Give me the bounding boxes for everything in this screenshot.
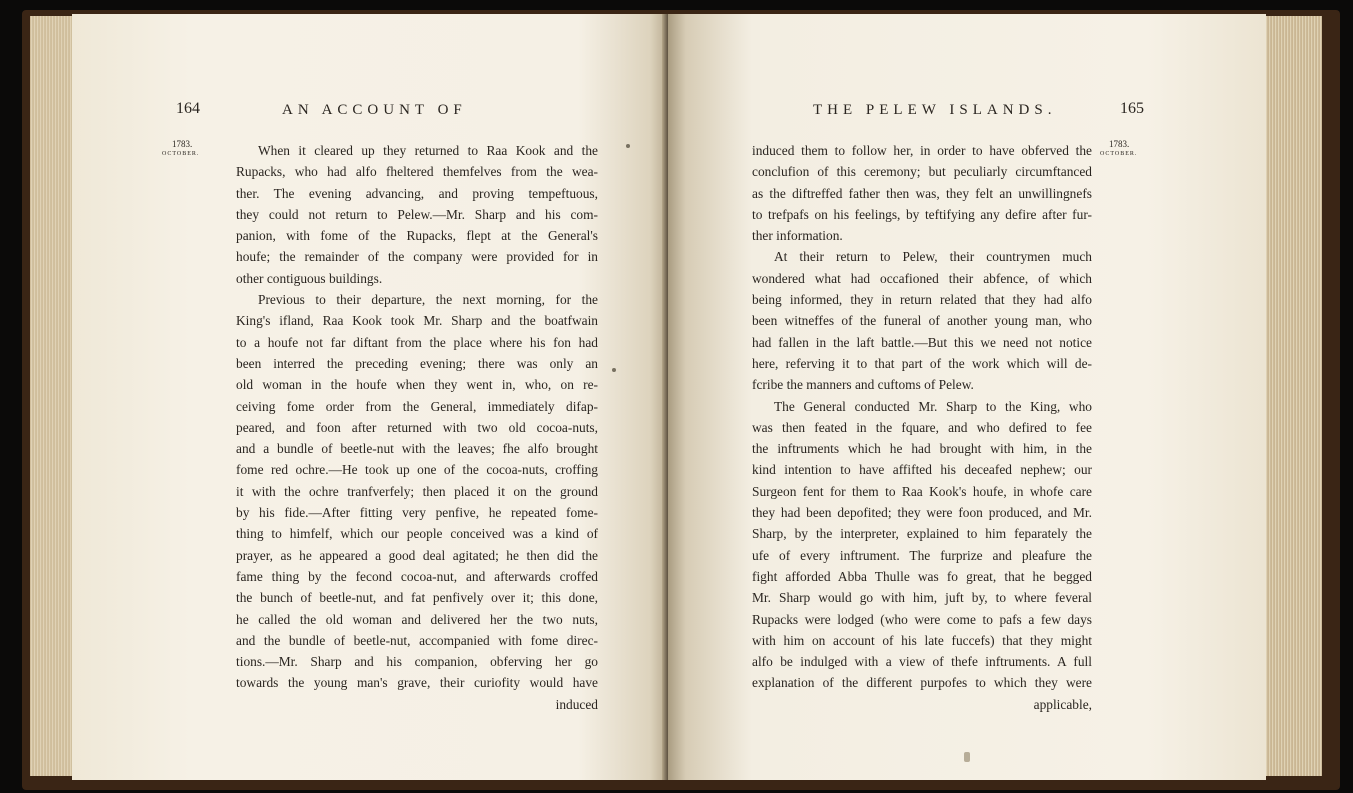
text-line: prayer, as he appeared a good deal agitated; he then did the	[236, 547, 598, 563]
text-line: conclufion of this ceremony; but peculiarly circumftanced	[752, 164, 1092, 180]
text-line: towards the young man's grave, their curiofity would have	[236, 675, 598, 691]
text-line: houfe; the remainder of the company were provided for in	[236, 249, 598, 265]
text-line: he called the old woman and delivered her the two nuts,	[236, 611, 598, 627]
text-line: Surgeon fent for them to Raa Kook's houfe, in whofe care	[752, 483, 1092, 499]
page-stamp-mark	[964, 752, 970, 762]
text-line: Mr. Sharp would go with him, juft by, to where feveral	[752, 590, 1092, 606]
text-line: the inftruments which he had brought with him, in the	[752, 441, 1092, 457]
right-margin-year: 1783.	[1109, 139, 1130, 149]
left-margin-year: 1783.	[172, 139, 193, 149]
text-line: and a bundle of beetle-nut with the leaves; fhe alfo brought	[236, 441, 598, 457]
left-page-number: 164	[176, 100, 200, 117]
text-line: explanation of the different purpofes to which they were	[752, 675, 1092, 691]
right-page-edges	[1262, 16, 1322, 776]
text-line: was then feated in the fquare, and who defired to fee	[752, 419, 1092, 435]
text-line: ther information.	[752, 228, 843, 244]
text-line: they could not return to Pelew.—Mr. Sharp and his com-	[236, 206, 598, 222]
text-line: here, referving it to that part of the work which will de-	[752, 355, 1092, 371]
text-line: fame thing by the fecond cocoa-nut, and afterwards croffed	[236, 568, 598, 584]
text-line: ufe of every inftrument. The furprize and pleafure the	[752, 547, 1092, 563]
text-line: Rupacks, who had alfo fheltered themfelves from the wea-	[236, 164, 598, 180]
text-line: peared, and foon after returned with two old cocoa-nuts,	[236, 419, 598, 435]
text-line: by his fide.—After fitting very penfive, he repeated fome-	[236, 505, 598, 521]
text-line: alfo be indulged with a view of thefe inftruments. A full	[752, 654, 1092, 670]
text-line: Rupacks were lodged (who were come to pafs a few days	[752, 611, 1092, 627]
text-line: Sharp, by the interpreter, explained to him feparately the	[752, 526, 1092, 542]
text-line: to trefpafs on his feelings, by teftifying any defire after fur-	[752, 206, 1092, 222]
text-line: panion, with fome of the Rupacks, flept at the General's	[236, 228, 598, 244]
page-speck	[626, 144, 630, 148]
text-line: thing to himfelf, which our people conceived was a kind of	[236, 526, 598, 542]
right-margin-month: OCTOBER.	[1100, 151, 1138, 157]
text-line: When it cleared up they returned to Raa Kook and the	[258, 143, 598, 158]
text-line: tions.—Mr. Sharp and his companion, obferving her go	[236, 654, 598, 670]
text-line: been interred the preceding evening; there was only an	[236, 355, 598, 371]
text-line: King's ifland, Raa Kook took Mr. Sharp and the boatfwain	[236, 313, 598, 329]
right-page	[668, 14, 1266, 780]
text-line: other contiguous buildings.	[236, 270, 383, 286]
text-line: the bunch of beetle-nut, and fat penfively over it; this done,	[236, 590, 598, 606]
left-page	[72, 14, 668, 780]
text-line: fome red ochre.—He took up one of the cocoa-nuts, croffing	[236, 462, 598, 478]
text-line: kind intention to have affifted his deceafed nephew; our	[752, 462, 1092, 478]
text-line: Previous to their departure, the next morning, for the	[258, 292, 598, 308]
right-body-text	[752, 140, 1092, 715]
text-line: wondered what had occafioned their abfence, of which	[752, 270, 1092, 286]
text-line: ther. The evening advancing, and proving tempeftuous,	[236, 185, 598, 201]
text-line: they had been depofited; they were foon produced, and Mr.	[752, 505, 1092, 521]
text-line: been witneffes of the funeral of another young man, who	[752, 313, 1092, 329]
text-line: fcribe the manners and cuftoms of Pelew.	[752, 377, 974, 393]
right-page-number: 165	[1120, 100, 1144, 117]
text-line: with him on account of his late fuccefs) that they might	[752, 632, 1092, 648]
right-running-head: THE PELEW ISLANDS.	[813, 102, 1057, 118]
text-line: The General conducted Mr. Sharp to the King, who	[774, 398, 1092, 414]
text-line: it with the ochre tranfverfely; then placed it on the ground	[236, 483, 598, 499]
text-line: induced them to follow her, in order to have obferved the	[752, 143, 1092, 158]
text-line: At their return to Pelew, their countrymen much	[774, 249, 1092, 265]
text-line: fight afforded Abba Thulle was fo great, that he begged	[752, 568, 1092, 584]
left-body-text	[236, 140, 598, 715]
left-running-head: AN ACCOUNT OF	[282, 102, 467, 118]
left-margin-month: OCTOBER.	[162, 151, 200, 157]
text-line: being informed, they in return related that they had alfo	[752, 292, 1092, 308]
text-line: had fallen in the laft battle.—But this we need not notice	[752, 334, 1092, 350]
page-speck	[612, 368, 616, 372]
text-line: as the diftreffed father then was, they felt an unwillingnefs	[752, 185, 1092, 201]
text-line: ceiving fome order from the General, immediately difap-	[236, 398, 598, 414]
catchword: applicable,	[1033, 696, 1092, 712]
text-line: and the bundle of beetle-nut, accompanied with fome direc-	[236, 632, 598, 648]
catchword: induced	[555, 696, 598, 712]
text-line: old woman in the houfe when they went in, who, on re-	[236, 377, 598, 393]
text-line: to a houfe not far diftant from the place where his fon had	[236, 334, 598, 350]
